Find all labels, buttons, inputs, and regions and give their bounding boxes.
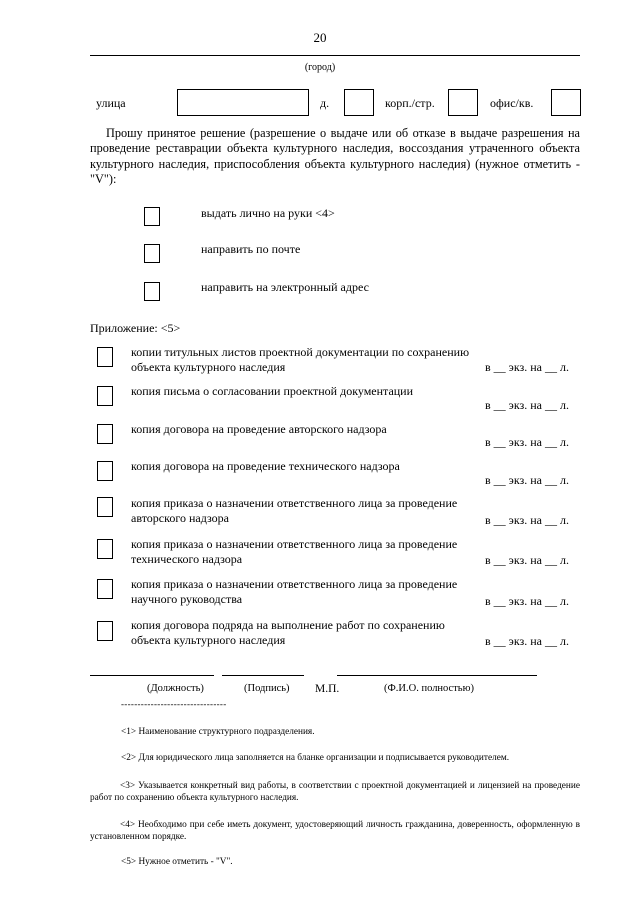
attachment-count: в __ экз. на __ л. <box>485 513 569 527</box>
full-name-line[interactable] <box>337 675 537 676</box>
delivery-option-checkbox[interactable] <box>144 244 160 263</box>
building-label: корп./стр. <box>385 96 435 110</box>
house-label: д. <box>320 96 330 110</box>
street-input-box[interactable] <box>177 89 309 116</box>
attachment-count: в __ экз. на __ л. <box>485 594 569 608</box>
footnote: <5> Нужное отметить - "V". <box>121 857 233 867</box>
delivery-option-checkbox[interactable] <box>144 207 160 226</box>
attachment-checkbox[interactable] <box>97 579 113 599</box>
attachment-count: в __ экз. на __ л. <box>485 360 569 374</box>
signature-line[interactable] <box>222 675 304 676</box>
full-name-caption: (Ф.И.О. полностью) <box>384 683 474 694</box>
delivery-option-label: направить на электронный адрес <box>201 280 369 294</box>
request-paragraph: Прошу принятое решение (разрешение о выдаче или об отказе в выдаче разрешения на проведение реставрации объекта культурного наследия, воссоздания утраченного объекта культурного наследия, приспособления объекта культурного наследия) (нужное отметить - "V"): <box>90 126 580 186</box>
attachment-text: копия приказа о назначении ответственного лица за проведение авторского надзора <box>131 496 458 526</box>
city-caption: (город) <box>304 62 336 73</box>
attachment-count: в __ экз. на __ л. <box>485 473 569 487</box>
attachment-checkbox[interactable] <box>97 461 113 481</box>
attachment-count: в __ экз. на __ л. <box>485 634 569 648</box>
office-input-box[interactable] <box>551 89 581 116</box>
position-caption: (Должность) <box>147 683 204 694</box>
attachment-checkbox[interactable] <box>97 621 113 641</box>
attachment-checkbox[interactable] <box>97 347 113 367</box>
signature-caption: (Подпись) <box>244 683 290 694</box>
attachment-text: копия договора подряда на выполнение работ по сохранению объекта культурного наследия <box>131 618 445 648</box>
street-label: улица <box>96 96 126 110</box>
attachment-checkbox[interactable] <box>97 386 113 406</box>
office-label: офис/кв. <box>490 96 534 110</box>
attachment-text: копия договора на проведение авторского надзора <box>131 422 387 436</box>
footnote: <4> Необходимо при себе иметь документ, удостоверяющий личность гражданина, доверенность, оформленную в установленном порядке. <box>90 820 580 842</box>
city-field-line[interactable] <box>90 55 580 56</box>
delivery-option-label: выдать лично на руки <4> <box>201 206 335 220</box>
stamp-placeholder: М.П. <box>315 683 340 695</box>
attachment-text: копия письма о согласовании проектной документации <box>131 384 414 398</box>
footnote-separator: -------------------------------- <box>121 699 227 709</box>
attachment-text: копия приказа о назначении ответственного лица за проведение технического надзора <box>131 537 458 567</box>
attachment-checkbox[interactable] <box>97 424 113 444</box>
attachment-text: копии титульных листов проектной документации по сохранению объекта культурного наследия <box>131 345 470 375</box>
attachment-count: в __ экз. на __ л. <box>485 398 569 412</box>
house-input-box[interactable] <box>344 89 374 116</box>
footnote: <3> Указывается конкретный вид работы, в соответствии с проектной документацией и лицензией на проведение работ по сохранению объекта культурного наследия. <box>90 781 580 803</box>
building-input-box[interactable] <box>448 89 478 116</box>
attachment-checkbox[interactable] <box>97 539 113 559</box>
page-number: 20 <box>313 30 327 45</box>
footnote: <2> Для юридического лица заполняется на бланке организации и подписывается руководителем. <box>121 753 510 763</box>
position-signature-line[interactable] <box>90 675 214 676</box>
delivery-option-checkbox[interactable] <box>144 282 160 301</box>
attachment-text: копия приказа о назначении ответственного лица за проведение научного руководства <box>131 577 458 607</box>
attachment-count: в __ экз. на __ л. <box>485 553 569 567</box>
attachment-count: в __ экз. на __ л. <box>485 435 569 449</box>
attachment-checkbox[interactable] <box>97 497 113 517</box>
attachment-text: копия договора на проведение технического надзора <box>131 459 400 473</box>
delivery-option-label: направить по почте <box>201 242 301 256</box>
attachments-title: Приложение: <5> <box>90 321 181 335</box>
footnote: <1> Наименование структурного подразделения. <box>121 727 315 737</box>
